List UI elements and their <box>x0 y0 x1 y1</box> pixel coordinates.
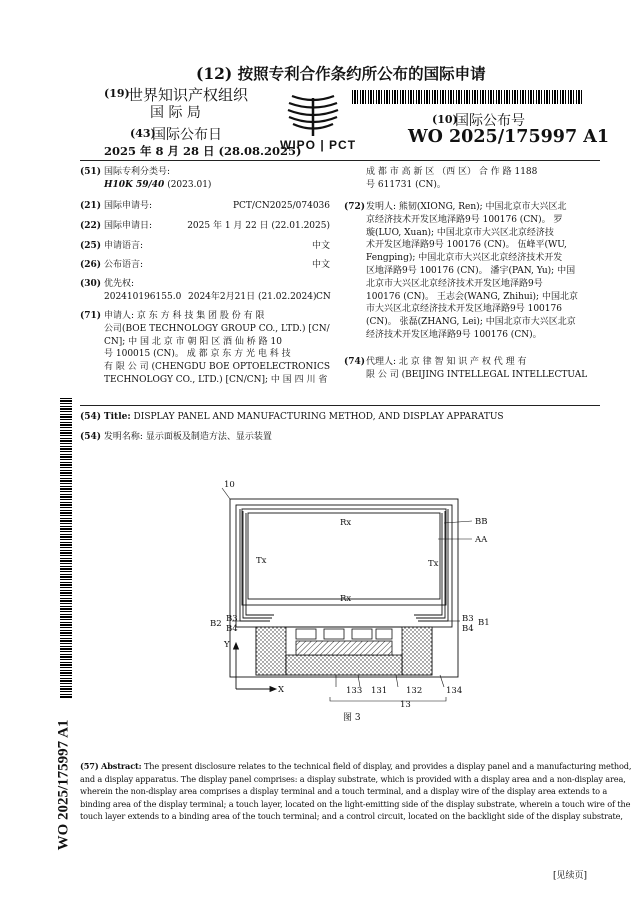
abstract-line: touch layer extends to a binding area of the touch terminal; and a control circuit, located on the backlight side of the display substrate, <box>80 811 623 822</box>
ipc-code: H10K 59/40 <box>104 180 165 190</box>
inventor-line: Fengping); 中国北京市大兴区北京经济技术开发 <box>366 253 563 264</box>
abstract-line: and a display apparatus. The display panel comprises: a display substrate, which is provided with a display area and a non-display area, <box>80 773 626 784</box>
fig-label-b4-right: B4 <box>462 624 474 634</box>
title-zh-label: 发明名称: <box>103 432 143 442</box>
priority-country: CN <box>316 292 331 302</box>
field-51-code: (51) <box>80 167 102 177</box>
fig-label-131: 131 <box>371 686 388 696</box>
dotted-block-bottom <box>286 655 402 675</box>
org-bureau: 国 际 局 <box>150 105 201 121</box>
title-en-label: Title: <box>103 412 131 422</box>
abstract-label: Abstract: <box>101 761 142 771</box>
field-21-value: PCT/CN2025/074036 <box>232 201 330 211</box>
barcode-top <box>352 90 584 104</box>
applicant-line: 有 限 公 司 (CHENGDU BOE OPTOELECTRONICS <box>104 362 331 373</box>
side-publication-number <box>49 705 79 865</box>
org-code: (19) <box>104 87 130 100</box>
pubno-value: WO 2025/175997 A1 <box>408 127 609 147</box>
field-22-label: 国际申请日: <box>104 221 153 231</box>
pubdate-code: (43) <box>130 127 156 140</box>
inventor-line: 经济技术开发区地泽路9号 100176 (CN)。 <box>366 329 542 340</box>
inventor-line: 术开发区地泽路9号 100176 (CN)。 伍峰平(WU, <box>366 240 567 251</box>
inventor-line: 京经济技术开发区地泽路9号 100176 (CN)。 罗 <box>366 214 563 225</box>
fig-label-rx-top: Rx <box>340 518 352 528</box>
fig-label-tx-left: Tx <box>256 556 267 566</box>
abstract-line: The present disclosure relates to the technical field of display, and provides a display panel and a manufacturing method, <box>143 761 632 771</box>
field-26-code: (26) <box>80 260 102 270</box>
field-26-label: 公布语言: <box>104 260 144 270</box>
pubdate-value: 2025 年 8 月 28 日 (28.08.2025) <box>104 144 302 158</box>
inventor-line: 发明人: 熊韧(XIONG, Ren); 中国北京市大兴区北 <box>366 202 567 212</box>
applicant-continued <box>366 166 598 192</box>
abstract-line: binding area of the display terminal; a touch layer, located on the light-emitting side of the display substrate, wherein a touch wire of the <box>80 798 631 809</box>
applicant-line: 公司(BOE TECHNOLOGY GROUP CO., LTD.) [CN/ <box>104 323 330 334</box>
wipo-logo-icon <box>284 92 342 138</box>
inventor-block <box>366 201 598 342</box>
applicant-line: CN]; 中 国 北 京 市 朝 阳 区 酒 仙 桥 路 10 <box>104 336 282 347</box>
title-en <box>80 411 504 424</box>
applicant-line: 申请人: 京 东 方 科 技 集 团 股 份 有 限 <box>104 311 265 321</box>
fig-label-b2: B2 <box>210 619 222 629</box>
fig-axis-y: Y <box>224 640 230 650</box>
header-divider <box>80 160 600 161</box>
abstract <box>80 760 632 823</box>
field-71-code: (71) <box>80 311 102 321</box>
inventor-line: 100176 (CN)。 王志会(WANG, Zhihui); 中国北京 <box>366 291 578 302</box>
fig-axis-x: X <box>278 685 285 695</box>
fig-label-10: 10 <box>224 480 235 490</box>
patent-figure <box>200 475 510 720</box>
field-51-value <box>104 179 211 192</box>
pubno-code: (10) <box>432 113 458 126</box>
fig-label-133: 133 <box>346 686 363 696</box>
title-en-value: DISPLAY PANEL AND MANUFACTURING METHOD, AND DISPLAY APPARATUS <box>133 412 504 422</box>
inventor-line: 北京市大兴区北京经济技术开发区地泽路9号 <box>366 278 543 289</box>
priority-number: 202410196155.0 <box>104 292 182 302</box>
field-22-value: 2025 年 1 月 22 日 (22.01.2025) <box>187 221 330 231</box>
applicant-cont-line: 成 都 市 高 新 区 （西 区） 合 作 路 1188 <box>366 167 538 177</box>
fig-label-13: 13 <box>400 700 411 710</box>
title-zh <box>80 431 272 444</box>
applicant-line: TECHNOLOGY CO., LTD.) [CN/CN]; 中 国 四 川 省 <box>104 374 328 385</box>
agent-line: 代理人: 北 京 律 智 知 识 产 权 代 理 有 <box>366 357 527 367</box>
inventor-line: (CN)。 张磊(ZHANG, Lei); 中国北京市大兴区北京 <box>366 317 576 328</box>
abstract-line: wherein the non-display area comprises a display terminal and a touch terminal, and a display wire of the display area extends to a <box>80 786 608 797</box>
wipo-logo-text: WIPO | PCT <box>280 138 357 152</box>
field-51-label: 国际专利分类号: <box>104 167 171 177</box>
fig-label-134: 134 <box>446 686 463 696</box>
field-25-label: 申请语言: <box>104 241 144 251</box>
applicant-line: 号 100015 (CN)。 成 都 京 东 方 光 电 科 技 <box>104 349 291 360</box>
fig-label-b1: B1 <box>478 618 490 628</box>
side-number-text: WO 2025/175997 A1 <box>55 719 72 851</box>
continued-note: [见续页] <box>553 871 588 881</box>
agent-line: 限 公 司 (BEIJING INTELLEGAL INTELLECTUAL <box>366 369 588 380</box>
fig-label-tx-right: Tx <box>428 559 439 569</box>
field-26-value: 中文 <box>311 260 330 270</box>
fig-label-132: 132 <box>406 686 423 696</box>
title-en-code: (54) <box>80 412 102 422</box>
pubno-label: 国际公布号 <box>455 113 525 129</box>
dotted-block-right <box>402 627 432 675</box>
inventor-line: 市大兴区北京经济技术开发区地泽路9号 100176 <box>366 304 562 315</box>
biblio-divider <box>80 405 600 406</box>
field-21-label: 国际申请号: <box>104 201 153 211</box>
dotted-block-left <box>256 627 286 675</box>
document-title: (12) 按照专利合作条约所公布的国际申请 <box>196 64 486 83</box>
field-22-code: (22) <box>80 221 102 231</box>
fig-label-rx-bottom: Rx <box>340 594 352 604</box>
applicant-block <box>104 310 336 387</box>
agent-block <box>366 356 598 382</box>
field-21-code: (21) <box>80 201 102 211</box>
field-30-code: (30) <box>80 279 102 289</box>
title-zh-value: 显示面板及制造方法、显示装置 <box>145 432 272 442</box>
barcode-side <box>60 398 72 698</box>
fig-label-bb: BB <box>475 517 488 527</box>
field-74-code: (74) <box>344 357 366 367</box>
field-30-label: 优先权: <box>104 279 135 289</box>
priority-date: 2024年2月21日 (21.02.2024) <box>188 292 317 302</box>
hatched-chip <box>296 641 392 655</box>
fig-label-b4-left: B4 <box>226 624 238 634</box>
field-72-code: (72) <box>344 202 366 212</box>
ipc-version: (2023.01) <box>164 180 212 190</box>
inventor-line: 区地泽路9号 100176 (CN)。 潘宇(PAN, Yu); 中国 <box>366 265 576 276</box>
fig-label-b3-left: B3 <box>226 614 238 624</box>
org-name: 世界知识产权组织 <box>128 86 249 104</box>
figure-caption: 图 3 <box>343 713 361 723</box>
inventor-line: 璇(LUO, Xuan); 中国北京市大兴区北京经济技 <box>366 227 554 238</box>
fig-label-aa: AA <box>475 535 488 545</box>
applicant-cont-line: 号 611731 (CN)。 <box>366 179 446 190</box>
field-25-value: 中文 <box>311 241 330 251</box>
field-25-code: (25) <box>80 241 102 251</box>
fig-label-b3-right: B3 <box>462 614 474 624</box>
abstract-code: (57) <box>80 761 99 771</box>
title-zh-code: (54) <box>80 432 102 442</box>
pubdate-label: 国际公布日 <box>152 127 222 143</box>
